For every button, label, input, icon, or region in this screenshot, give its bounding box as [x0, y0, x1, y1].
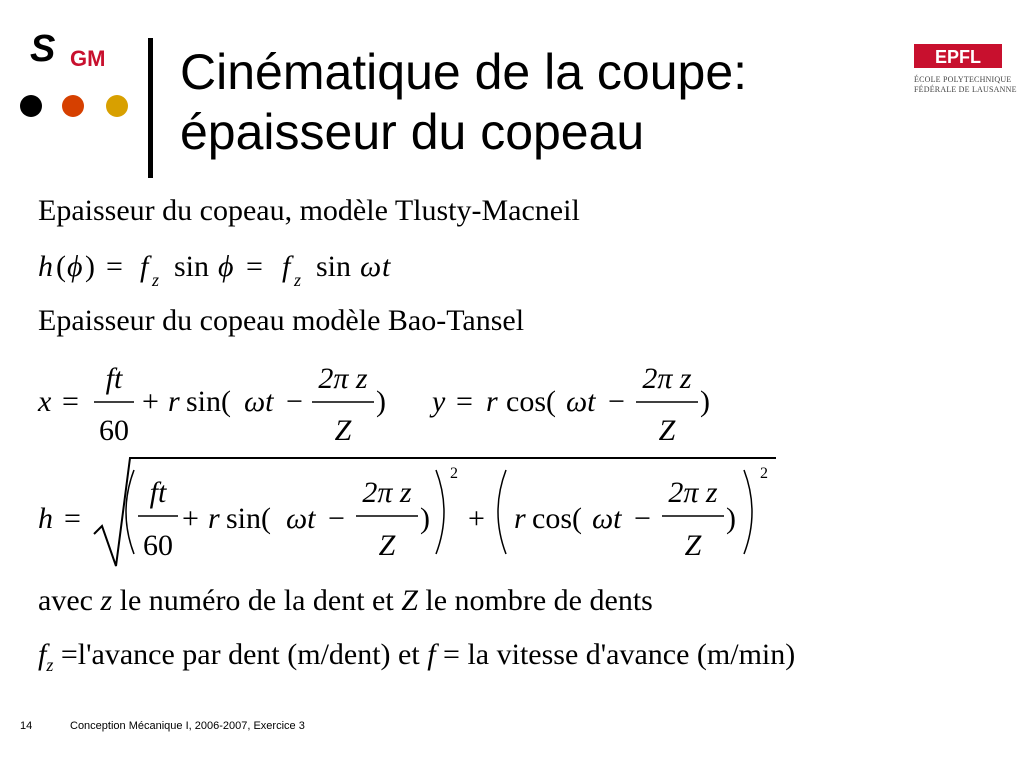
eq3-num-2piz: 2π z	[362, 476, 412, 509]
avec-part1: le numéro de la dent et	[119, 584, 394, 617]
eq1-f: f	[140, 250, 149, 283]
epfl-logo	[914, 42, 1017, 95]
fz-equals2: =	[443, 638, 460, 671]
eq3-big-rparen-1	[436, 470, 444, 554]
eq2-num-2piz: 2π z	[318, 362, 368, 395]
eq3-minus: −	[328, 502, 345, 535]
eq3-den-60: 60	[143, 529, 173, 562]
eq2-minus-b: −	[608, 385, 625, 418]
eq3-den-Z: Z	[378, 529, 396, 562]
eq3-close-b: )	[726, 502, 736, 535]
fz-f: f	[38, 638, 47, 671]
eq2-sin: sin(	[186, 385, 231, 418]
page-number: 14	[20, 720, 33, 732]
epfl-line-2: FÉDÉRALE DE LAUSANNE	[914, 85, 1017, 94]
title-line-2: épaisseur du copeau	[180, 104, 645, 160]
eq2-close-b: )	[700, 385, 710, 418]
heading-tlusty: Epaisseur du copeau, modèle Tlusty-Macneil	[38, 194, 580, 227]
eq1-omega: ω	[360, 250, 382, 283]
avec-word: avec	[38, 584, 93, 617]
eq3-num-ft: ft	[149, 476, 167, 509]
logo-dot-yellow	[106, 95, 128, 117]
avec-z: z	[100, 584, 113, 617]
eq2-equals-b: =	[456, 385, 473, 418]
fz-part2: la vitesse d'avance (m/min)	[467, 638, 796, 671]
title-line-1: Cinématique de la coupe:	[180, 44, 748, 100]
eq3-plus2: +	[468, 502, 485, 535]
eq2-x: x	[38, 385, 52, 418]
eq2-omega-t: ωt	[244, 385, 274, 418]
eq1-rparen: )	[85, 250, 95, 283]
eq2-close: )	[376, 385, 386, 418]
eq2-equals: =	[62, 385, 79, 418]
epfl-line-1: ÉCOLE POLYTECHNIQUE	[914, 75, 1012, 84]
eq3-num-2piz-b: 2π z	[668, 476, 718, 509]
fz-f2: f	[427, 638, 436, 671]
eq3-h: h	[38, 502, 53, 535]
equation-h	[36, 454, 796, 572]
fz-sub-z: z	[46, 655, 54, 675]
line-avec	[38, 584, 653, 618]
eq2-den-Z-b: Z	[658, 414, 676, 447]
avec-Z: Z	[401, 584, 418, 617]
epfl-wordmark	[914, 42, 1004, 70]
eq2-omega-t-b: ωt	[566, 385, 596, 418]
heading-bao-tansel: Epaisseur du copeau modèle Bao-Tansel	[38, 304, 525, 337]
epfl-wordmark-text: EPFL	[934, 47, 982, 67]
eq2-r-b: r	[486, 385, 498, 418]
eq3-r-b: r	[514, 502, 526, 535]
eq2-num-ft: ft	[105, 362, 123, 395]
eq3-minus-b: −	[634, 502, 651, 535]
eq2-y: y	[432, 385, 446, 418]
eq1-lparen: (	[56, 250, 66, 283]
eq3-big-rparen-2	[744, 470, 752, 554]
eq3-plus1: +	[182, 502, 199, 535]
slide-title	[180, 42, 747, 162]
eq1-sin2: sin	[316, 250, 352, 283]
equation-xy	[36, 358, 736, 450]
logo-dot-red	[62, 95, 84, 117]
eq3-omega-t-b: ωt	[592, 502, 622, 535]
eq1-f2: f	[282, 250, 291, 283]
eq3-den-Z-b: Z	[684, 529, 702, 562]
eq2-minus: −	[286, 385, 303, 418]
logo-dot-black	[20, 95, 42, 117]
eq1-sin: sin	[174, 250, 210, 283]
eq1-sub-z: z	[152, 270, 160, 290]
eq2-cos: cos(	[506, 385, 556, 418]
sgm-logo-gm: GM	[70, 46, 106, 71]
eq1-h: h	[38, 250, 53, 283]
line-fz	[38, 638, 795, 676]
eq3-equals: =	[64, 502, 81, 535]
eq2-den-60: 60	[99, 414, 129, 447]
eq3-square-1: 2	[450, 465, 458, 482]
eq3-r: r	[208, 502, 220, 535]
eq2-r: r	[168, 385, 180, 418]
footer-text: Conception Mécanique I, 2006-2007, Exercice 3	[70, 720, 305, 732]
eq3-sin: sin(	[226, 502, 271, 535]
eq3-close: )	[420, 502, 430, 535]
eq2-num-2piz-b: 2π z	[642, 362, 692, 395]
eq1-equals2: =	[246, 250, 263, 283]
eq1-phi2: ϕ	[218, 250, 234, 283]
sgm-logo-s: S	[30, 28, 56, 70]
eq1-phi: ϕ	[67, 250, 83, 283]
equation-tlusty	[36, 244, 456, 294]
eq2-den-Z: Z	[334, 414, 352, 447]
fz-equals: =	[60, 638, 78, 671]
eq3-cos: cos(	[532, 502, 582, 535]
title-divider	[148, 38, 153, 178]
eq1-t: t	[382, 250, 391, 283]
eq3-square-2: 2	[760, 465, 768, 482]
eq2-plus: +	[142, 385, 159, 418]
fz-part1: l'avance par dent (m/dent) et	[77, 638, 420, 671]
eq3-omega-t: ωt	[286, 502, 316, 535]
eq1-sub-z2: z	[294, 270, 302, 290]
eq1-equals: =	[106, 250, 123, 283]
eq3-big-lparen-2	[498, 470, 506, 554]
avec-part2: le nombre de dents	[425, 584, 653, 617]
